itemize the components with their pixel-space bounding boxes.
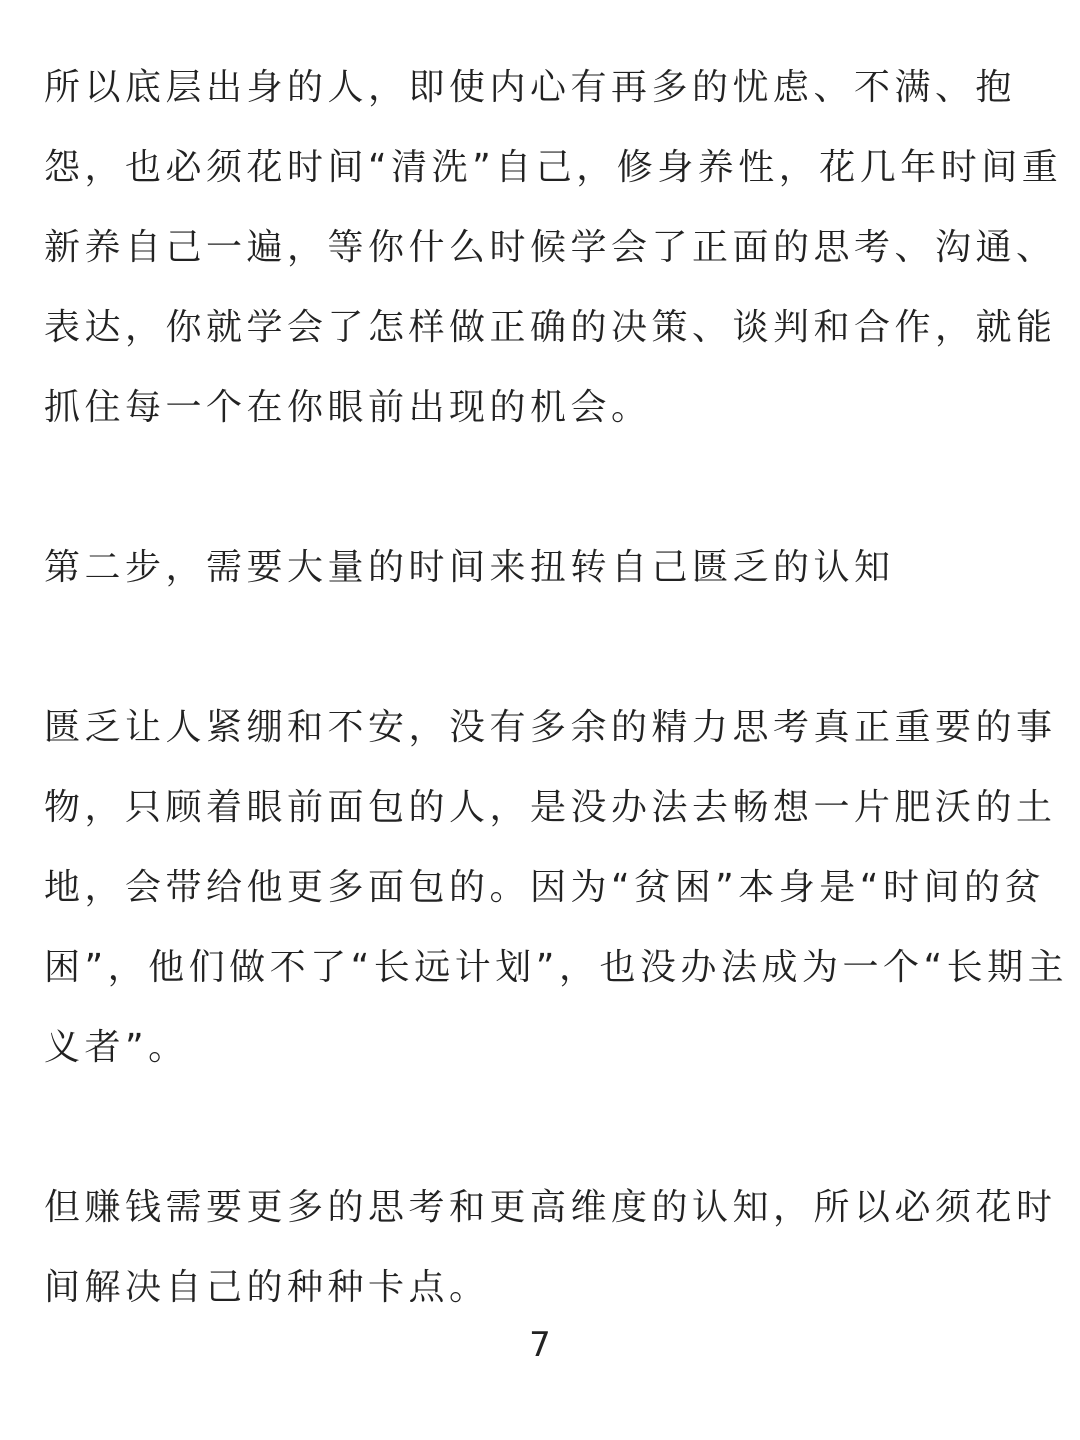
paragraph-3 — [44, 688, 1069, 1088]
text-line: 义者”。 — [44, 1027, 189, 1068]
text-line: 物，只顾着眼前面包的人，是没办法去畅想一片肥沃的土 — [44, 787, 1057, 828]
text-line: 困”，他们做不了“长远计划”，也没办法成为一个“长期主 — [44, 947, 1069, 988]
paragraph-4 — [44, 1168, 1057, 1328]
text-line: 间解决自己的种种卡点。 — [44, 1267, 490, 1308]
text-line: 抓住每一个在你眼前出现的机会。 — [44, 387, 652, 428]
heading-line: 第二步，需要大量的时间来扭转自己匮乏的认知 — [44, 547, 895, 588]
paragraph-1 — [44, 48, 1063, 448]
text-line: 地，会带给他更多面包的。因为“贫困”本身是“时间的贫 — [44, 867, 1045, 908]
text-line: 所以底层出身的人，即使内心有再多的忧虑、不满、抱 — [44, 67, 1017, 108]
text-line: 但赚钱需要更多的思考和更高维度的认知，所以必须花时 — [44, 1187, 1057, 1228]
text-line: 新养自己一遍，等你什么时候学会了正面的思考、沟通、 — [44, 227, 1057, 268]
section-heading — [44, 528, 1044, 608]
page-number: 7 — [529, 1325, 551, 1365]
text-line: 表达，你就学会了怎样做正确的决策、谈判和合作，就能 — [44, 307, 1057, 348]
text-line: 匮乏让人紧绷和不安，没有多余的精力思考真正重要的事 — [44, 707, 1057, 748]
text-line: 怨，也必须花时间“清洗”自己，修身养性，花几年时间重 — [44, 147, 1063, 188]
